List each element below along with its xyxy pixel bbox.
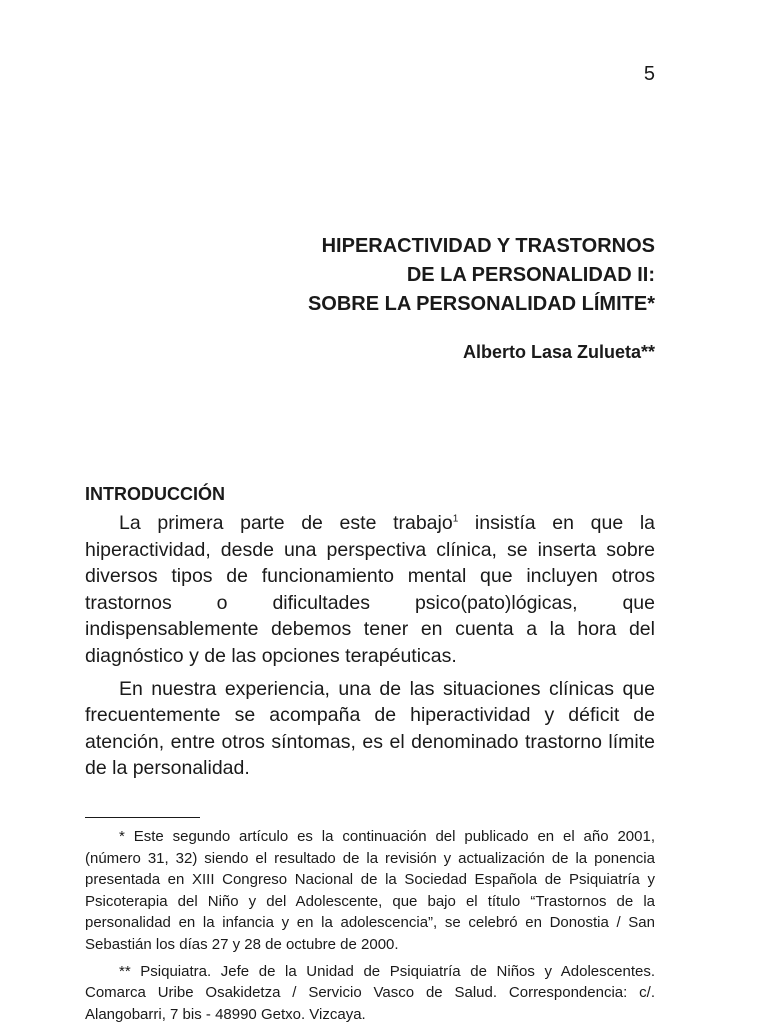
body-paragraph-1: [85, 510, 655, 670]
footnote-reference: 1: [452, 513, 459, 525]
paragraph-1-start: La primera parte de este trabajo: [119, 512, 453, 534]
footnote-divider: [85, 817, 200, 818]
author-name: Alberto Lasa Zulueta**: [462, 342, 655, 362]
paragraph-1-rest: insistía en que la hiperactividad, desde una perspectiva clínica, se inserta sobre diversos tipos de funcionamiento mental que incluyen otros trastornos o dificultades psico(pato)lógicas, que indispensablemente debemos tener en cuenta a la hora del diagnóstico y de las opciones terapéuticas.: [85, 512, 655, 667]
body-paragraph-2: En nuestra experiencia, una de las situaciones clínicas que frecuentemente se acompaña de hiperactividad y déficit de atención, entre otros síntomas, es el denominado trastorno límite de la personalidad.: [85, 677, 655, 780]
footnote-2: ** Psiquiatra. Jefe de la Unidad de Psiquiatría de Niños y Adolescentes. Comarca Uribe Osakidetza / Servicio Vasco de Salud. Correspondencia: c/. Alangobarri, 7 bis - 48990 Getxo. Vizcaya.: [85, 962, 655, 1023]
title-line-3: SOBRE LA PERSONALIDAD LÍMITE*: [307, 293, 655, 315]
section-heading: INTRODUCCIÓN: [85, 484, 225, 504]
page-number: 5: [643, 63, 655, 85]
main-text: [85, 480, 655, 788]
footnote-1: * Este segundo artículo es la continuación del publicado en el año 2001, (número 31, 32) siendo el resultado de la revisión y actualización de la ponencia presentada en XIII Congreso Nacional de la Sociedad Española de Psiquiatría y Psicoterapia del Niño y del Adolescente, que bajo el título “Trastornos de la personalidad en la infancia y en la adolescencia”, se celebró en Donostia / San Sebastián los días 27 y 28 de octubre de 2000.: [85, 828, 655, 953]
title-line-2: DE LA PERSONALIDAD II:: [406, 264, 655, 286]
title-line-1: HIPERACTIVIDAD Y TRASTORNOS: [321, 235, 655, 257]
footnotes: [85, 826, 655, 1030]
article-title: [95, 232, 655, 319]
